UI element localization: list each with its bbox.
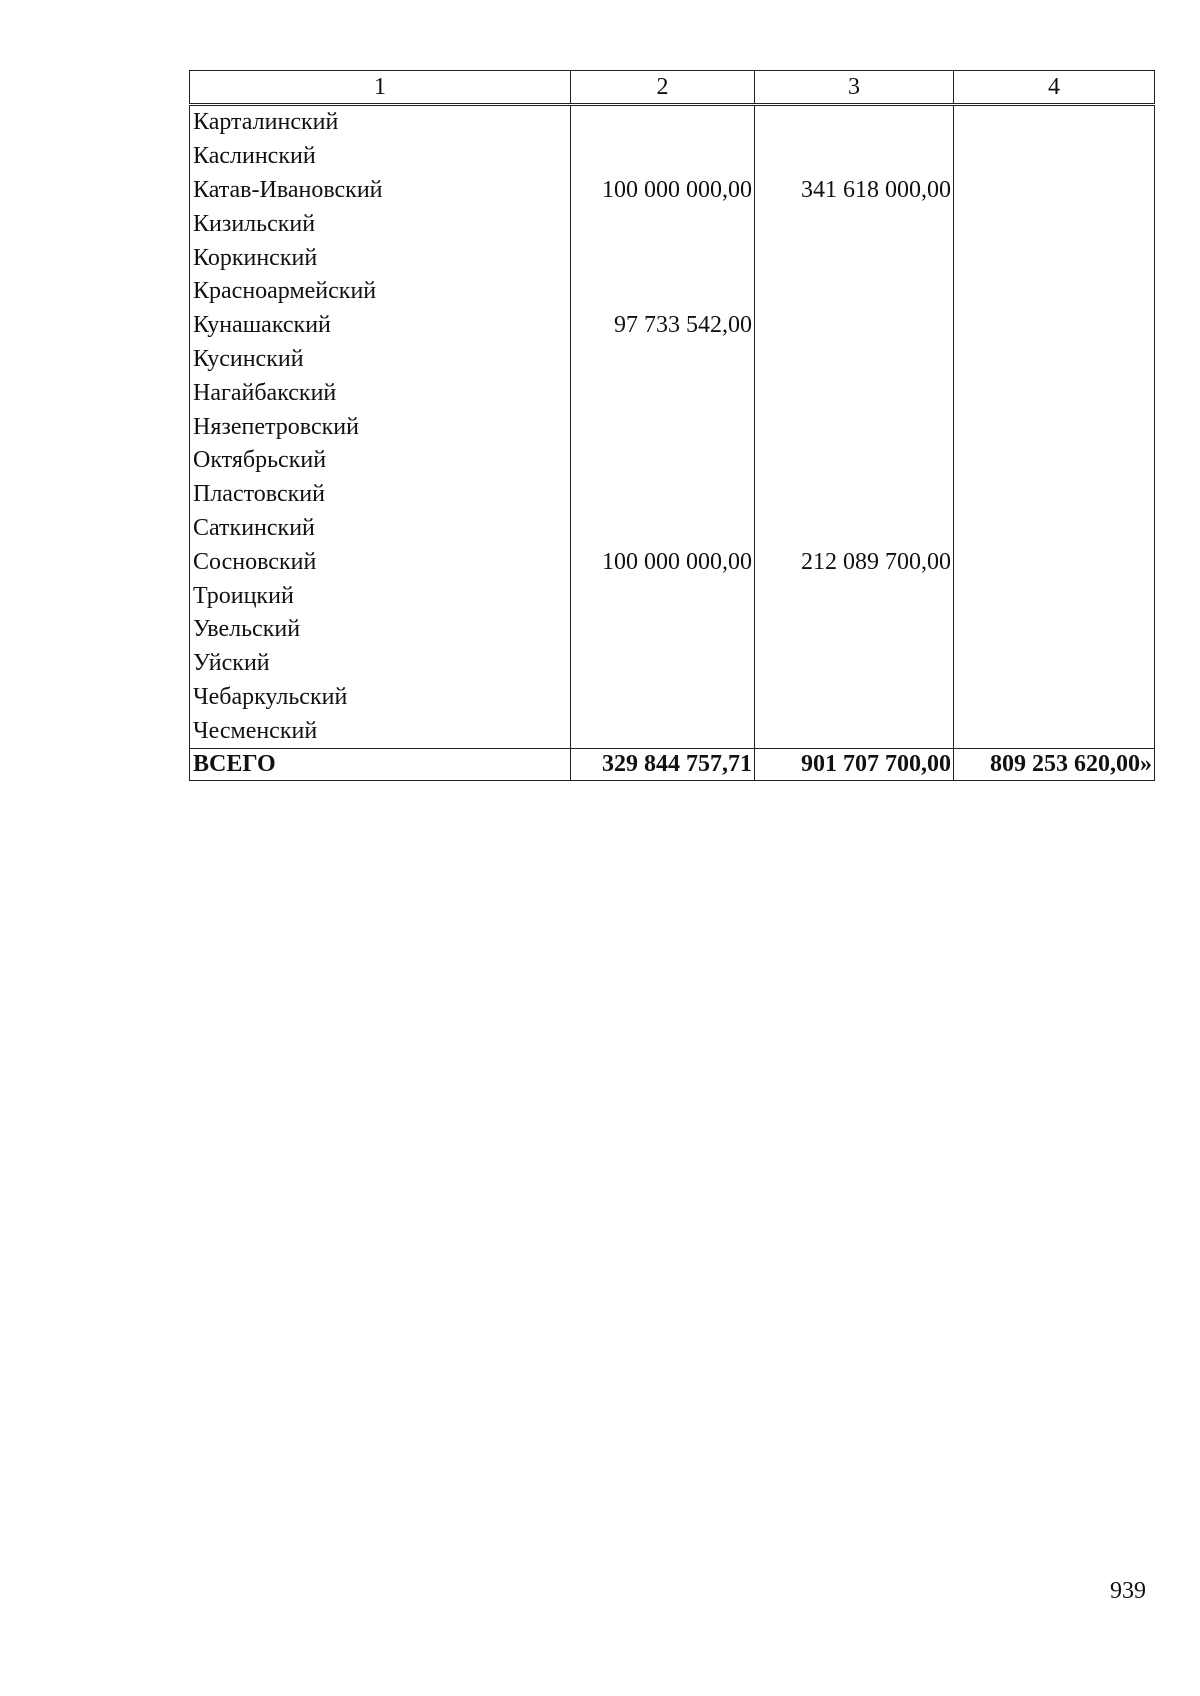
district-name: Коркинский <box>190 241 571 275</box>
value-col-2 <box>571 105 755 140</box>
value-col-3 <box>755 105 954 140</box>
value-col-3 <box>755 241 954 275</box>
district-name: Кунашакский <box>190 309 571 343</box>
value-col-3 <box>755 579 954 613</box>
value-col-2 <box>571 613 755 647</box>
table-row <box>190 309 1155 343</box>
table-row <box>190 647 1155 681</box>
value-col-4 <box>954 444 1155 478</box>
value-col-3 <box>755 512 954 546</box>
column-header-2: 2 <box>571 71 755 105</box>
value-col-2 <box>571 478 755 512</box>
value-col-3 <box>755 207 954 241</box>
value-col-2 <box>571 140 755 174</box>
value-col-4 <box>954 613 1155 647</box>
value-col-3 <box>755 613 954 647</box>
table-body <box>190 105 1155 749</box>
district-name: Чесменский <box>190 714 571 748</box>
value-col-4 <box>954 275 1155 309</box>
table-row <box>190 444 1155 478</box>
district-name: Октябрьский <box>190 444 571 478</box>
value-col-4 <box>954 309 1155 343</box>
value-col-3 <box>755 444 954 478</box>
value-col-3 <box>755 140 954 174</box>
district-name: Красноармейский <box>190 275 571 309</box>
value-col-3 <box>755 714 954 748</box>
value-col-3 <box>755 478 954 512</box>
value-col-3 <box>755 343 954 377</box>
value-col-3 <box>755 681 954 715</box>
total-row <box>190 749 1155 781</box>
district-name: Нагайбакский <box>190 376 571 410</box>
table-row <box>190 613 1155 647</box>
table-row <box>190 207 1155 241</box>
district-name: Увельский <box>190 613 571 647</box>
column-header-4: 4 <box>954 71 1155 105</box>
table-row <box>190 275 1155 309</box>
value-col-3: 212 089 700,00 <box>755 545 954 579</box>
value-col-3 <box>755 647 954 681</box>
table-row <box>190 174 1155 208</box>
total-label: ВСЕГО <box>190 749 571 781</box>
value-col-2 <box>571 410 755 444</box>
value-col-2 <box>571 647 755 681</box>
value-col-3 <box>755 309 954 343</box>
table-row <box>190 410 1155 444</box>
district-name: Кусинский <box>190 343 571 377</box>
value-col-4 <box>954 681 1155 715</box>
table-row <box>190 140 1155 174</box>
value-col-4 <box>954 174 1155 208</box>
district-name: Пластовский <box>190 478 571 512</box>
district-name: Сосновский <box>190 545 571 579</box>
value-col-4 <box>954 714 1155 748</box>
budget-table <box>189 70 1155 781</box>
table-row <box>190 714 1155 748</box>
value-col-4 <box>954 343 1155 377</box>
value-col-2: 100 000 000,00 <box>571 174 755 208</box>
value-col-2 <box>571 376 755 410</box>
value-col-3 <box>755 376 954 410</box>
table-row <box>190 579 1155 613</box>
district-name: Кизильский <box>190 207 571 241</box>
value-col-4 <box>954 545 1155 579</box>
column-header-1: 1 <box>190 71 571 105</box>
value-col-3 <box>755 410 954 444</box>
value-col-4 <box>954 376 1155 410</box>
value-col-2 <box>571 579 755 613</box>
district-name: Каслинский <box>190 140 571 174</box>
value-col-4 <box>954 512 1155 546</box>
header-row <box>190 71 1155 105</box>
table-row <box>190 241 1155 275</box>
value-col-3: 341 618 000,00 <box>755 174 954 208</box>
district-name: Катав-Ивановский <box>190 174 571 208</box>
value-col-2 <box>571 275 755 309</box>
district-name: Уйский <box>190 647 571 681</box>
table-row <box>190 376 1155 410</box>
value-col-2 <box>571 207 755 241</box>
table-row <box>190 512 1155 546</box>
value-col-2: 97 733 542,00 <box>571 309 755 343</box>
district-name: Чебаркульский <box>190 681 571 715</box>
total-col-4: 809 253 620,00» <box>954 749 1155 781</box>
district-name: Саткинский <box>190 512 571 546</box>
total-col-3: 901 707 700,00 <box>755 749 954 781</box>
table-row <box>190 478 1155 512</box>
district-name: Нязепетровский <box>190 410 571 444</box>
value-col-4 <box>954 207 1155 241</box>
value-col-2 <box>571 343 755 377</box>
value-col-2 <box>571 241 755 275</box>
value-col-3 <box>755 275 954 309</box>
table-row <box>190 681 1155 715</box>
value-col-2 <box>571 681 755 715</box>
value-col-2 <box>571 512 755 546</box>
value-col-4 <box>954 410 1155 444</box>
value-col-4 <box>954 140 1155 174</box>
value-col-4 <box>954 647 1155 681</box>
value-col-4 <box>954 105 1155 140</box>
value-col-2 <box>571 714 755 748</box>
column-header-3: 3 <box>755 71 954 105</box>
value-col-4 <box>954 579 1155 613</box>
value-col-2: 100 000 000,00 <box>571 545 755 579</box>
value-col-2 <box>571 444 755 478</box>
value-col-4 <box>954 241 1155 275</box>
table-row <box>190 545 1155 579</box>
value-col-4 <box>954 478 1155 512</box>
district-name: Троицкий <box>190 579 571 613</box>
district-name: Карталинский <box>190 105 571 140</box>
table-row <box>190 105 1155 140</box>
page-number: 939 <box>1110 1578 1146 1604</box>
total-col-2: 329 844 757,71 <box>571 749 755 781</box>
table-row <box>190 343 1155 377</box>
